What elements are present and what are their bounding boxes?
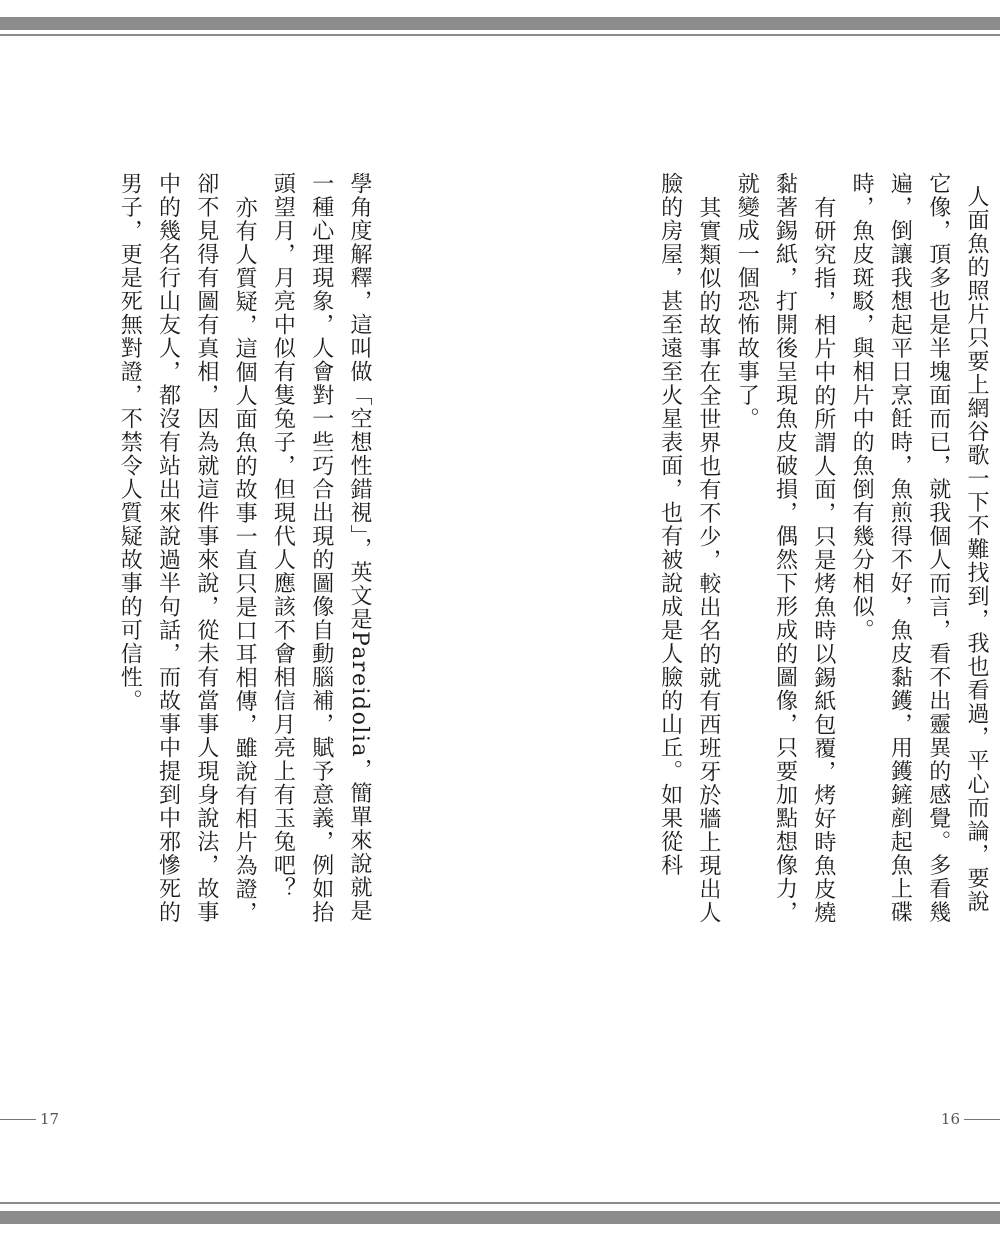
page-number-text: 16 — [940, 1110, 960, 1128]
top-decorative-bar — [0, 17, 1000, 30]
paragraph: 人面魚的照片只要上網谷歌一下不難找到，我也看過，平心而論，要說它像，頂多也是半塊面而已，就我個人而言，看不出靈異的感覺。多看幾遍，倒讓我想起平日烹飪時，魚煎得不好，魚皮黏鑊，用鑊鏟剷起魚上碟時，魚皮斑駁，與相片中的魚倒有幾分相似。 — [849, 172, 989, 924]
paragraph: 亦有人質疑，這個人面魚的故事一直只是口耳相傳，雖說有相片為證，卻不見得有圖有真相，因為就這件事來說，從未有當事人現身說法，故事中的幾名行山友人，都沒有站出來說過半句話，而故事中提到中邪慘死的男子，更是死無對證，不禁令人質疑故事的可信性。 — [117, 172, 258, 925]
bottom-rule — [0, 1202, 1000, 1204]
paragraph: 其實類似的故事在全世界也有不少，較出名的就有西班牙於牆上現出人臉的房屋，甚至遠至火星表面，也有被說成是人臉的山丘。如果從科 — [657, 172, 721, 925]
left-page-text — [110, 172, 378, 932]
right-page-text — [651, 172, 995, 932]
page-number-right — [941, 1110, 1000, 1128]
folio-rule — [0, 1119, 36, 1120]
page-number-left — [0, 1110, 59, 1128]
paragraph: 有研究指，相片中的所謂人面，只是烤魚時以錫紙包覆，烤好時魚皮燒黏著錫紙，打開後呈現魚皮破損，偶然下形成的圖像，只要加點想像力，就變成一個恐怖故事了。 — [734, 172, 836, 925]
bottom-decorative-bar — [0, 1211, 1000, 1224]
page-number-text: 17 — [40, 1110, 60, 1128]
paragraph: 學角度解釋，這叫做「空想性錯視」，英文是Pareidolia，簡單來說就是一種心理現象，人會對一些巧合出現的圖像自動腦補，賦予意義，例如抬頭望月，月亮中似有隻兔子，但現代人應該不會相信月亮上有玉兔吧？ — [270, 172, 372, 924]
top-rule — [0, 34, 1000, 36]
folio-rule — [964, 1119, 1000, 1120]
